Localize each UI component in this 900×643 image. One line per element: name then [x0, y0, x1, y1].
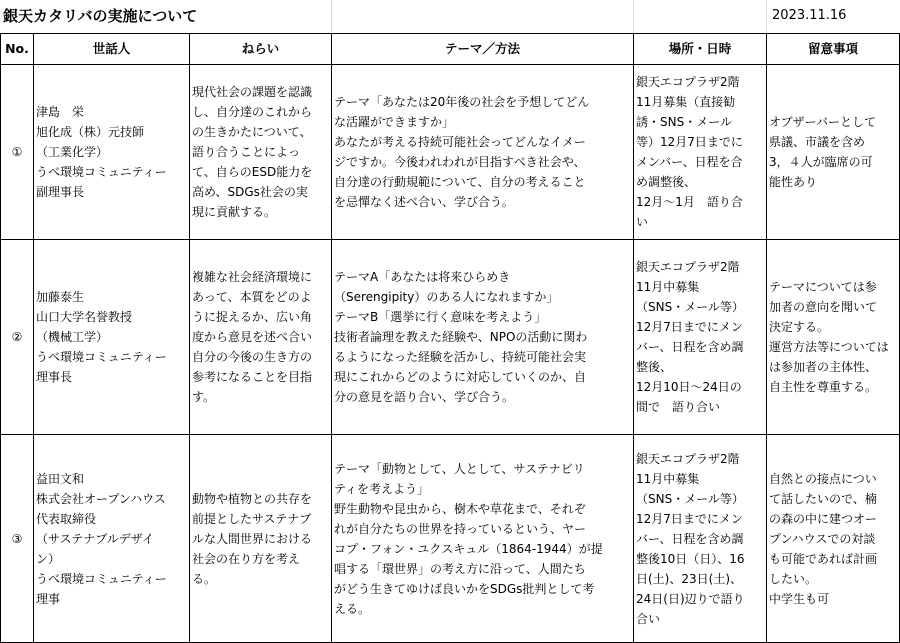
cell-line: あなたが考える持続可能社会ってどんなイメー: [334, 135, 586, 149]
cell-line: ジですか。今後われわれが目指すべき社会や、: [334, 155, 586, 169]
cell-line: 間で 語り合い: [636, 400, 721, 414]
cell-line: は参加者の主体性、: [769, 360, 878, 374]
cell-line: テーマ「動物として、人として、サステナビリ: [334, 461, 585, 476]
title-row: [0, 0, 900, 33]
cell-line: ティを考えよう」: [334, 481, 430, 496]
cell-line: 銀天エコプラザ2階: [636, 260, 740, 274]
cell-line: 現代社会の課題を認識: [192, 85, 313, 99]
notes-cell: [767, 435, 900, 643]
cell-line: メンバー、日程を合: [636, 155, 743, 169]
table-row: [1, 435, 900, 643]
theme-cell: [332, 435, 634, 643]
cell-line: （工業化学）: [36, 145, 109, 159]
cell-line: 語り合うことによっ: [192, 145, 301, 159]
cell-line: 理事: [36, 591, 61, 606]
cell-line: 津島 栄: [36, 105, 85, 119]
cell-line: （機械工学）: [36, 330, 109, 344]
place-cell: [634, 240, 767, 435]
aim-cell: [190, 240, 332, 435]
cell-line: （Serengipity）のある人になれますか」: [334, 290, 559, 304]
cell-line: の森の中に建つオー: [769, 511, 878, 526]
cell-line: （SNS・メール等）: [636, 300, 744, 314]
cell-line: うべ環境コミュニティー: [36, 165, 167, 179]
document-date: 2023.11.16: [772, 8, 847, 23]
cell-line: も可能であれば計画: [769, 551, 878, 566]
cell-line: 自分の今後の生き方の: [192, 350, 313, 364]
cell-line: 12月10日～24日の: [636, 380, 742, 394]
cell-line: な活躍ができますか」: [334, 115, 455, 129]
header-no: No.: [1, 34, 34, 65]
cell-line: ルな人間世界における: [192, 531, 313, 546]
cell-line: 複雑な社会経済環境に: [192, 270, 313, 284]
cell-line: 代表取締役: [36, 511, 97, 526]
cell-line: 参考になることを目指: [192, 370, 313, 384]
cell-line: 24日(日)辺りで語り: [636, 591, 745, 606]
cell-line: うべ環境コミュニティー: [36, 350, 167, 364]
cell-gridline: [633, 0, 634, 33]
cell-line: 合い: [636, 611, 661, 626]
schedule-table: [0, 33, 900, 643]
header-aim: ねらい: [190, 34, 332, 65]
cell-line: 日(土)、23日(土)、: [636, 571, 742, 586]
notes-cell: [767, 65, 900, 240]
cell-line: 自然との接点につい: [769, 471, 877, 486]
cell-line: し、自分達のこれから: [192, 105, 313, 119]
cell-line: 株式会社オープンハウス: [36, 491, 166, 506]
notes-cell: [767, 240, 900, 435]
table-row: [1, 65, 900, 240]
cell-line: る。: [192, 571, 217, 586]
place-cell: [634, 65, 767, 240]
table-row: [1, 240, 900, 435]
cell-line: れが自分たちの世界を持っているという、ヤー: [334, 521, 587, 536]
cell-line: （サステナブルデザイ: [36, 531, 154, 546]
cell-line: 整後10日（日）、16: [636, 551, 745, 566]
cell-gridline: [331, 0, 332, 33]
cell-line: い: [636, 215, 649, 229]
cell-line: 銀天エコプラザ2階: [636, 75, 740, 89]
cell-line: がどう生きてゆけば良いかをSDGs批判として考: [334, 581, 595, 596]
header-row: [1, 34, 900, 65]
aim-cell: [190, 435, 332, 643]
cell-line: 技術者論理を教えた経験や、NPOの活動に関わ: [334, 330, 588, 344]
cell-line: したい。: [769, 571, 818, 586]
cell-line: オブザーバーとして: [769, 115, 877, 129]
cell-line: を忌憚なく述べ合い、学び合う。: [334, 195, 515, 209]
cell-line: 等）12月7日までに: [636, 135, 743, 149]
cell-line: 分の意見を語り合い、学び合う。: [334, 390, 515, 404]
aim-cell: [190, 65, 332, 240]
row-number: ②: [1, 240, 34, 435]
cell-line: 整後、: [636, 360, 673, 374]
cell-line: 3，４人が臨席の可: [769, 155, 873, 169]
cell-line: 加者の意向を聞いて: [769, 300, 878, 314]
cell-line: 11月中募集: [636, 471, 700, 486]
cell-line: コプ・フォン・ユクスキュル（1864-1944）が提: [334, 541, 603, 556]
place-cell: [634, 435, 767, 643]
cell-line: て話したいので、楠: [769, 491, 877, 506]
cell-line: 現に貢献する。: [192, 205, 277, 219]
cell-line: て、自らのESD能力を: [192, 165, 313, 179]
cell-line: 銀天エコプラザ2階: [636, 451, 740, 466]
cell-gridline: [766, 0, 767, 33]
cell-line: バー、日程を含め調: [636, 531, 744, 546]
cell-line: 旭化成（株）元技師: [36, 125, 145, 139]
cell-line: あって、本質をどのよ: [192, 290, 312, 304]
cell-line: 動物や植物との共存を: [192, 491, 313, 506]
cell-line: 12月～1月 語り合: [636, 195, 743, 209]
cell-line: ン）: [36, 551, 61, 566]
cell-line: うべ環境コミュニティー: [36, 571, 167, 586]
person-cell: [34, 65, 190, 240]
row-number: ①: [1, 65, 34, 240]
cell-line: 加藤泰生: [36, 290, 85, 304]
header-place: 場所・日時: [634, 34, 767, 65]
cell-line: 前提としたサステナブ: [192, 511, 312, 526]
cell-line: 11月募集（直接勧: [636, 95, 736, 109]
document-title: 銀天カタリバの実施について: [3, 7, 198, 25]
header-notes: 留意事項: [767, 34, 900, 65]
cell-line: プンハウスでの対談: [769, 531, 876, 546]
cell-line: 益田文和: [36, 471, 85, 486]
cell-line: 運営方法等については: [769, 340, 889, 354]
person-cell: [34, 435, 190, 643]
cell-line: テーマA「あなたは将来ひらめき: [334, 270, 511, 284]
cell-line: 高め、SDGs社会の実: [192, 185, 308, 199]
cell-line: 山口大学名誉教授: [36, 310, 133, 324]
cell-line: テーマ「あなたは20年後の社会を予想してどん: [334, 95, 590, 109]
cell-line: 自分達の行動規範について、自分の考えること: [334, 175, 586, 189]
row-number: ③: [1, 435, 34, 643]
cell-line: 野生動物や昆虫から、樹木や草花まで、それぞ: [334, 501, 586, 516]
theme-cell: [332, 240, 634, 435]
cell-line: 12月7日までにメン: [636, 320, 743, 334]
cell-line: 県議、市議を含め: [769, 135, 866, 149]
cell-line: うに捉えるか、広い角: [192, 310, 313, 324]
cell-line: 唱する「環世界」の考え方に沿って、人間たち: [334, 561, 586, 576]
theme-cell: [332, 65, 634, 240]
cell-line: （SNS・メール等）: [636, 491, 744, 506]
cell-line: 副理事長: [36, 185, 85, 199]
cell-line: 能性あり: [769, 175, 818, 189]
cell-line: テーマについては参: [769, 280, 877, 294]
person-cell: [34, 240, 190, 435]
cell-line: 決定する。: [769, 320, 830, 334]
cell-line: 11月中募集: [636, 280, 700, 294]
cell-line: 現にこれからどのように対応していくのか、自: [334, 370, 587, 384]
cell-line: 自主性を尊重する。: [769, 380, 878, 394]
cell-line: える。: [334, 601, 371, 616]
cell-line: す。: [192, 390, 216, 404]
cell-line: の生きかたについて、: [192, 125, 312, 139]
cell-line: 12月7日までにメン: [636, 511, 743, 526]
header-person: 世話人: [34, 34, 190, 65]
cell-line: 理事長: [36, 370, 73, 384]
cell-line: バー、日程を含め調: [636, 340, 744, 354]
cell-line: 中学生も可: [769, 591, 830, 606]
cell-line: テーマB「選挙に行く意味を考えよう」: [334, 310, 547, 324]
cell-line: 誘・SNS・メール: [636, 115, 732, 129]
cell-line: 度から意見を述べ合い: [192, 330, 313, 344]
cell-line: るようになった経験を活かし、持続可能社会実: [334, 350, 587, 364]
cell-line: め調整後、: [636, 175, 697, 189]
cell-line: 社会の在り方を考え: [192, 551, 301, 566]
header-theme: テーマ／方法: [332, 34, 634, 65]
